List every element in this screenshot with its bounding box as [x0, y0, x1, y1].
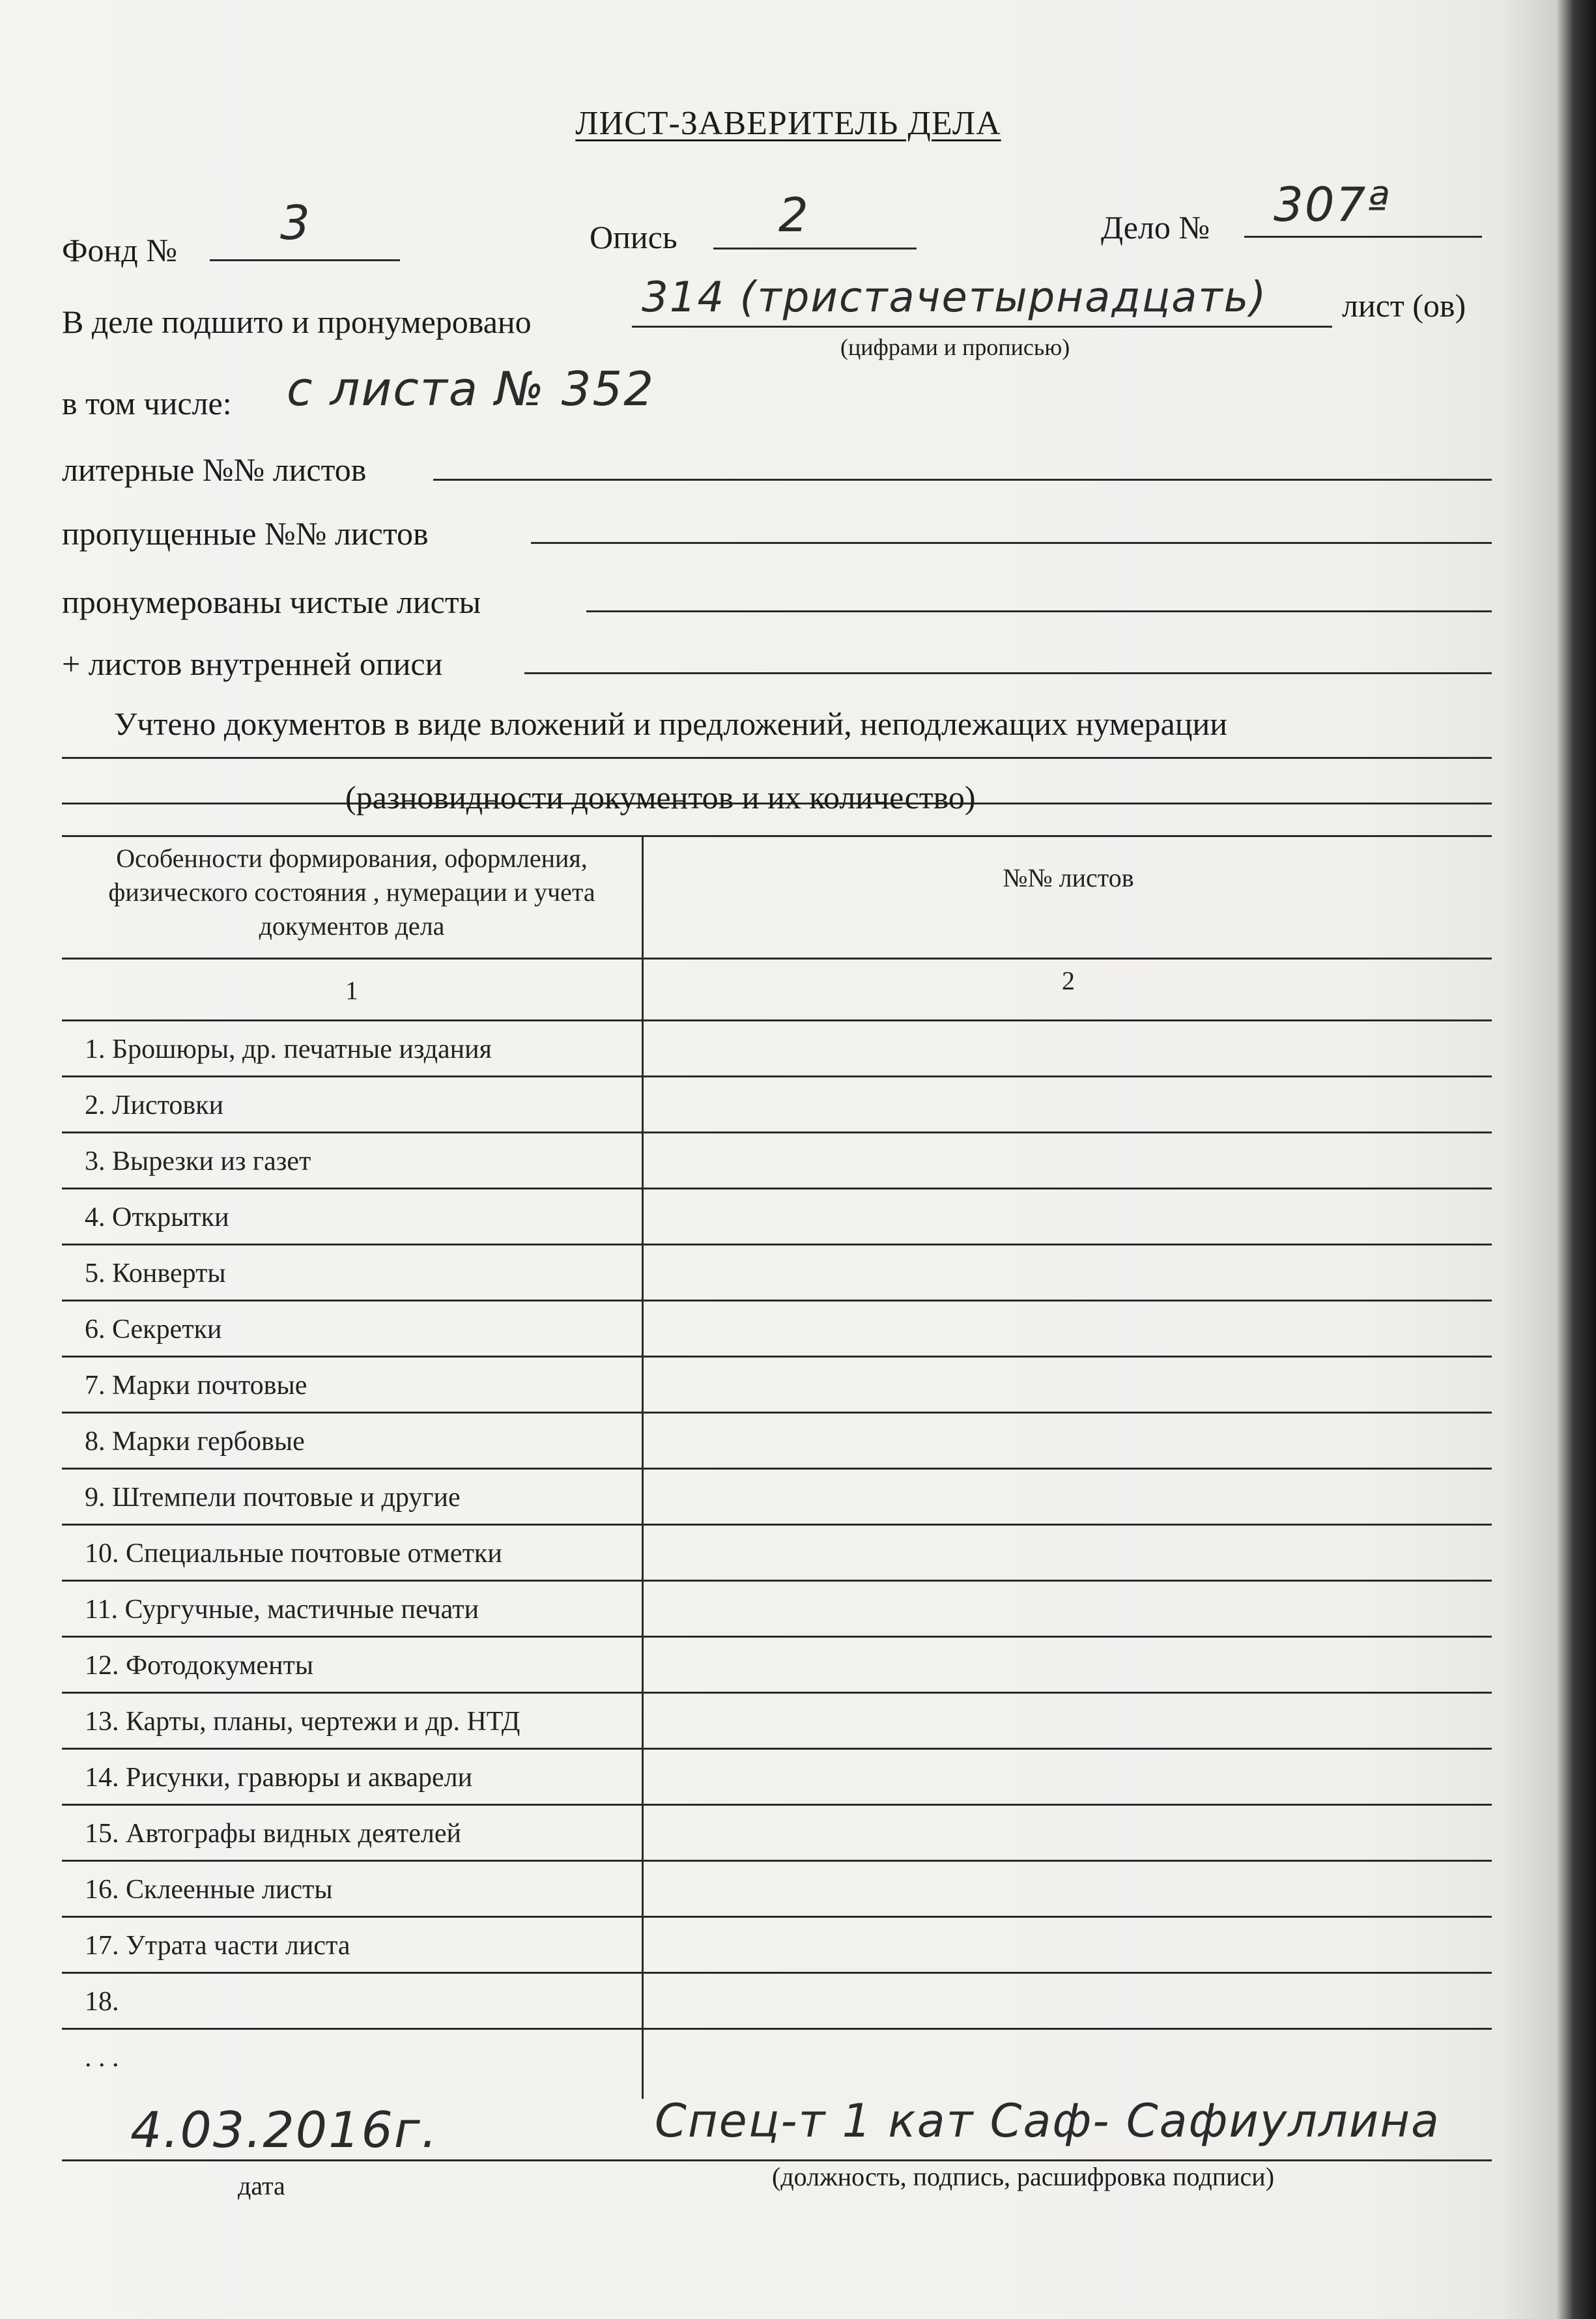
sewn-label: В деле подшито и пронумеровано [62, 304, 532, 340]
line-skipped [531, 542, 1492, 544]
table-row-label: 13. Карты, планы, чертежи и др. НТД [85, 1707, 520, 1737]
document-title: ЛИСТ-ЗАВЕРИТЕЛЬ ДЕЛА [575, 105, 1001, 142]
table-row-line [62, 1468, 1492, 1470]
table-row-line [62, 1748, 1492, 1750]
table-row-label: 9. Штемпели почтовые и другие [85, 1483, 461, 1513]
table-row-line [62, 2028, 1492, 2030]
line-blank-label: пронумерованы чистые листы [62, 584, 481, 620]
table-row-label: 4. Открытки [85, 1202, 229, 1232]
including-value: с листа № 352 [287, 362, 655, 416]
fond-value: 3 [280, 195, 311, 250]
sewn-suffix: лист (ов) [1342, 287, 1466, 324]
table-row-label: 10. Специальные почтовые отметки [85, 1539, 502, 1569]
num-line [62, 1019, 1492, 1021]
accounted-line [62, 757, 1492, 759]
table-row-line [62, 1244, 1492, 1245]
table-row-line [62, 1860, 1492, 1862]
line-literal [433, 479, 1492, 481]
table-row-line [62, 1131, 1492, 1133]
sewn-line [632, 326, 1332, 328]
col1-num: 1 [345, 976, 358, 1005]
sewn-value: 314 (тристачетырнадцать) [642, 274, 1268, 322]
table-row-label: 18. [85, 1987, 119, 2017]
table-row-line [62, 1636, 1492, 1638]
table-top-line [62, 835, 1492, 837]
table-row-label: 1. Брошюры, др. печатные издания [85, 1034, 492, 1064]
opis-label: Опись [590, 219, 677, 255]
table-row-label: 15. Автографы видных деятелей [85, 1819, 461, 1849]
table-row-line [62, 1524, 1492, 1526]
table-row-line [62, 1412, 1492, 1414]
table-divider [642, 835, 644, 2099]
table-row-label: 2. Листовки [85, 1090, 224, 1120]
delo-label: Дело № [1101, 209, 1210, 246]
table-row-line [62, 1188, 1492, 1189]
table-row-label: 8. Марки гербовые [85, 1427, 305, 1457]
table-row-label: . . . [85, 2043, 119, 2073]
signature-label: (должность, подпись, расшифровка подписи) [772, 2162, 1275, 2191]
table-row-label: 3. Вырезки из газет [85, 1146, 311, 1176]
including-label: в том числе: [62, 385, 232, 421]
opis-value: 2 [778, 188, 810, 242]
table-row-label: 17. Утрата части листа [85, 1931, 350, 1961]
accounted-text: Учтено документов в виде вложений и предложений, неподлежащих нумерации [114, 705, 1228, 742]
table-row-label: 14. Рисунки, гравюры и акварели [85, 1763, 473, 1793]
table-row-label: 16. Склеенные листы [85, 1875, 333, 1905]
line-literal-label: литерные №№ листов [62, 451, 367, 488]
varieties-text: (разновидности документов и их количество) [345, 779, 976, 816]
table-row-line [62, 1692, 1492, 1694]
table-row-line [62, 1804, 1492, 1806]
header-line [62, 958, 1492, 960]
col1-header: Особенности формирования, оформления, физического состояния , нумерации и учета документов дела [108, 844, 595, 941]
table-row-label: 7. Марки почтовые [85, 1371, 307, 1401]
opis-line [713, 248, 917, 249]
fond-label: Фонд № [62, 232, 177, 268]
table-row-line [62, 1580, 1492, 1582]
sewn-note: (цифрами и прописью) [840, 334, 1070, 360]
table-row-label: 12. Фотодокументы [85, 1651, 314, 1681]
table-row-line [62, 1075, 1492, 1077]
signature-value: Спец-т 1 кат Саф- Сафиуллина [655, 2094, 1440, 2148]
table-row-label: 11. Сургучные, мастичные печати [85, 1595, 479, 1625]
date-value: 4.03.2016г. [130, 2101, 438, 2159]
fond-line [210, 259, 400, 261]
col2-num: 2 [1062, 966, 1075, 995]
date-label: дата [238, 2171, 285, 2200]
table-row-label: 5. Конверты [85, 1259, 226, 1288]
line-blank [586, 610, 1492, 612]
table-row-line [62, 1356, 1492, 1358]
table-row-line [62, 1916, 1492, 1918]
delo-value: 307ª [1274, 177, 1391, 232]
table-row-label: 6. Секретки [85, 1315, 222, 1344]
table-row-line [62, 1972, 1492, 1974]
line-inventory [524, 672, 1492, 674]
table-row-line [62, 1300, 1492, 1302]
line-inventory-label: + листов внутренней описи [62, 646, 443, 682]
line-skipped-label: пропущенные №№ листов [62, 515, 429, 552]
col2-header: №№ листов [1003, 863, 1134, 892]
delo-line [1244, 236, 1482, 238]
